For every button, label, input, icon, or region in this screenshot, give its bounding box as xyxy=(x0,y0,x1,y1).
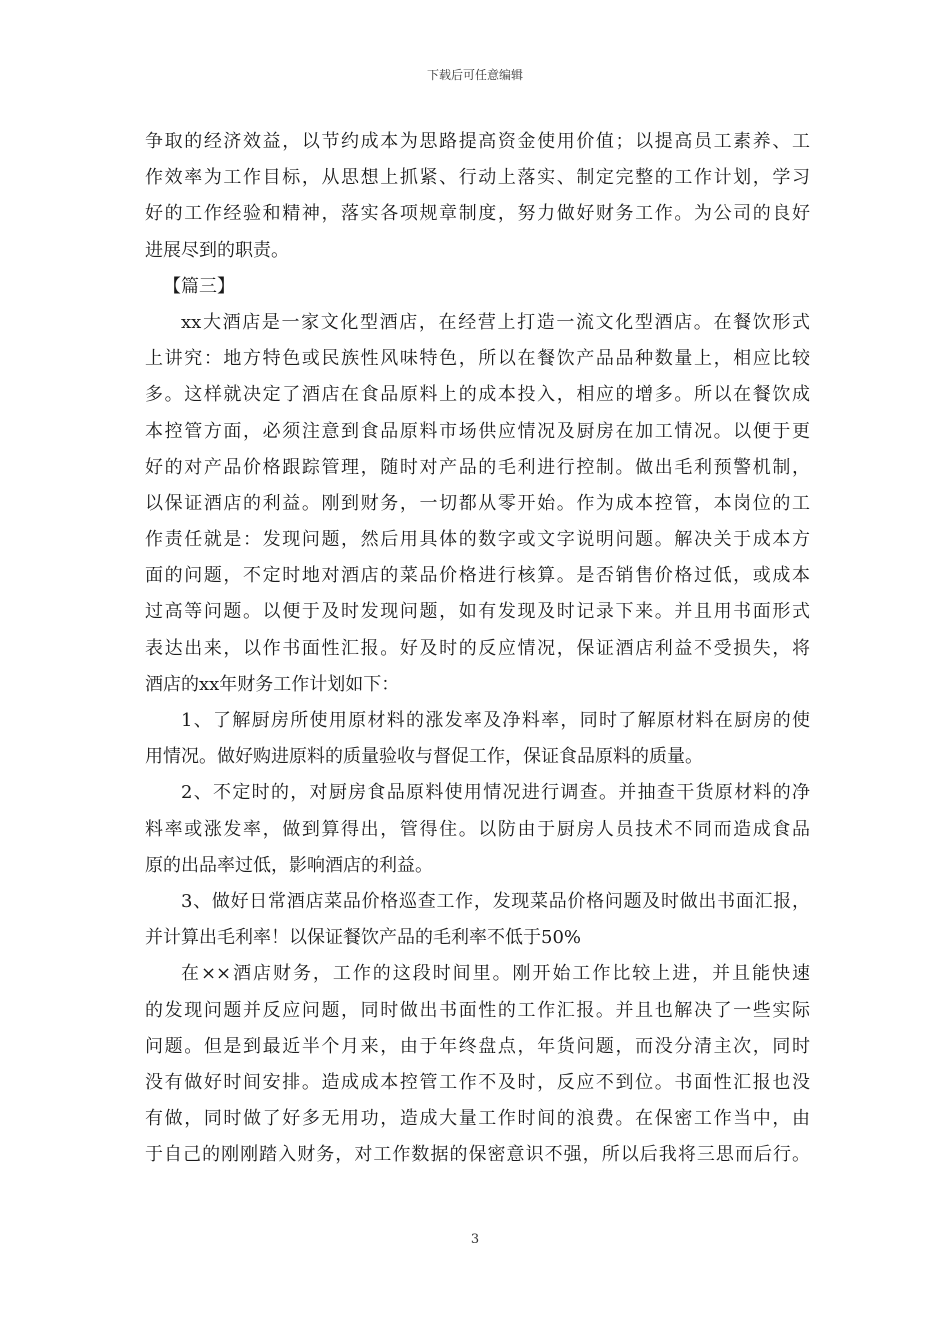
paragraph-line: 好的工作经验和精神，落实各项规章制度，努力做好财务工作。为公司的良好 xyxy=(145,203,810,225)
list-item-line: 用情况。做好购进原料的质量验收与督促工作，保证食品原料的质量。 xyxy=(145,746,703,768)
list-item-line: 2、不定时的，对厨房食品原料使用情况进行调查。并抽查干货原材料的净 xyxy=(181,782,810,804)
paragraph-line: xx大酒店是一家文化型酒店，在经营上打造一流文化型酒店。在餐饮形式 xyxy=(181,311,810,333)
list-item-line: 3、做好日常酒店菜品价格巡查工作，发现菜品价格问题及时做出书面汇报， xyxy=(181,890,810,912)
paragraph-line: 在××酒店财务，工作的这段时间里。刚开始工作比较上进，并且能快速 xyxy=(181,963,810,985)
paragraph-line: 作效率为工作目标，从思想上抓紧、行动上落实、制定完整的工作计划，学习 xyxy=(145,167,810,189)
paragraph-line: 问题。但是到最近半个月来，由于年终盘点，年货问题，而没分清主次，同时 xyxy=(145,1035,810,1057)
paragraph-line: 表达出来，以作书面性汇报。好及时的反应情况，保证酒店利益不受损失，将 xyxy=(145,637,810,659)
paragraph-line: 多。这样就决定了酒店在食品原料上的成本投入，相应的增多。所以在餐饮成 xyxy=(145,384,810,406)
page-header: 下载后可任意编辑 xyxy=(426,68,523,82)
document-body xyxy=(145,124,810,1173)
list-item-line: 原的出品率过低，影响酒店的利益。 xyxy=(145,854,433,876)
paragraph-line: 上讲究：地方特色或民族性风味特色，所以在餐饮产品品种数量上，相应比较 xyxy=(145,348,810,370)
paragraph-line: 本控管方面，必须注意到食品原料市场供应情况及厨房在加工情况。以便于更 xyxy=(145,420,810,442)
paragraph-line: 的发现问题并反应问题，同时做出书面性的工作汇报。并且也解决了一些实际 xyxy=(145,999,810,1021)
paragraph-line: 进展尽到的职责。 xyxy=(145,239,289,261)
list-item-line: 1、了解厨房所使用原材料的涨发率及净料率，同时了解原材料在厨房的使 xyxy=(181,710,810,731)
paragraph-line: 没有做好时间安排。造成成本控管工作不及时，反应不到位。书面性汇报也没 xyxy=(145,1071,810,1093)
section-heading: 【篇三】 xyxy=(163,275,235,297)
paragraph-line: 好的对产品价格跟踪管理，随时对产品的毛利进行控制。做出毛利预警机制， xyxy=(145,456,810,478)
list-item-line: 并计算出毛利率！以保证餐饮产品的毛利率不低于50% xyxy=(145,927,582,949)
paragraph-line: 争取的经济效益，以节约成本为思路提高资金使用价值；以提高员工素养、工 xyxy=(145,131,810,152)
paragraph-line: 于自己的刚刚踏入财务，对工作数据的保密意识不强，所以后我将三思而后行。 xyxy=(145,1144,810,1166)
list-item-line: 料率或涨发率，做到算得出，管得住。以防由于厨房人员技术不同而造成食品 xyxy=(145,818,810,840)
page-number: 3 xyxy=(470,1232,480,1247)
paragraph-line: 酒店的xx年财务工作计划如下： xyxy=(145,673,400,695)
paragraph-line: 以保证酒店的利益。刚到财务，一切都从零开始。作为成本控管，本岗位的工 xyxy=(145,492,810,514)
paragraph-line: 面的问题，不定时地对酒店的菜品价格进行核算。是否销售价格过低，或成本 xyxy=(145,565,810,587)
paragraph-line: 过高等问题。以便于及时发现问题，如有发现及时记录下来。并且用书面形式 xyxy=(145,601,810,623)
paragraph-line: 有做，同时做了好多无用功，造成大量工作时间的浪费。在保密工作当中，由 xyxy=(145,1108,810,1130)
paragraph-line: 作责任就是：发现问题，然后用具体的数字或文字说明问题。解决关于成本方 xyxy=(145,529,810,551)
